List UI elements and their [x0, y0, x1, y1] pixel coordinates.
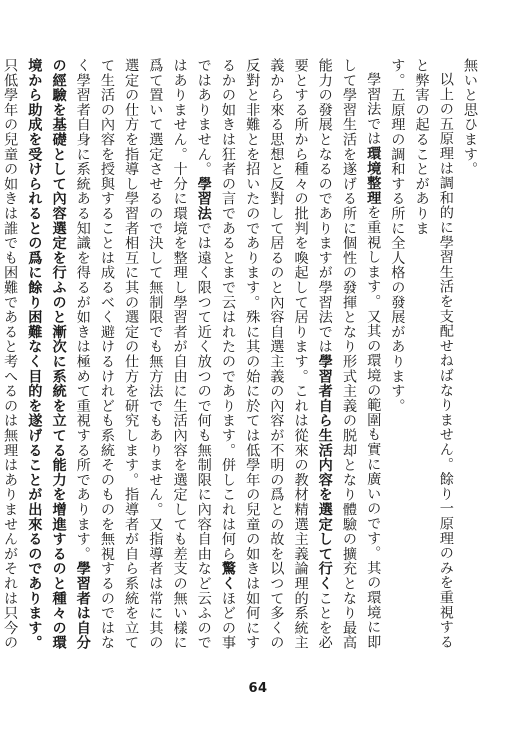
- page-number: 64: [248, 681, 268, 696]
- paragraph: [0, 58, 385, 663]
- emphasized-text: 學習者自ら生活内容を選定して行く: [316, 354, 333, 591]
- emphasized-text: 學習者は自分の經驗を基礎として內容選定を行ふのと漸次に系統を立てる能力を增進するのと種々の環境から助成を受けられるとの爲に餘り困難なく目的を遂げることが出來るのであります。: [26, 58, 91, 651]
- text-run: ほどの事ではありません。: [195, 58, 236, 651]
- paragraph: [385, 58, 409, 663]
- text-run: では遠く限つて近く放つので何も無制限に內容自由など云ふのではありません。十分に環境を整理し學習者が自由に生活內容を選定しても差支の無い樣に爲て置いて選定させるので決して無制限でも無方法でもありません。又指導者は常に其の選定の仕方を指導し學習者相互に其の選定の仕方を研究します。指導者が自ら系統を立てて生活の內容を授與することは成るべく避けるけれども系統そのものを無視するのではなく學習者自身に系統ある知識を得るが如きは極めて重視する所であります。: [74, 58, 212, 651]
- paragraph: [458, 58, 482, 663]
- emphasized-text: 環境整理: [365, 146, 382, 206]
- text-run: す。五原理の調和する所に全人格の發展があります。: [389, 58, 406, 414]
- emphasized-text: 學習法: [195, 176, 212, 221]
- text-run: 學習法では: [365, 72, 382, 147]
- emphasized-text: 驚く: [219, 561, 236, 591]
- vertical-body-text: [2, 58, 482, 663]
- text-run: ことを必要とする所から種々の批判を喚起して居ります。これは從來の教材精選主義論理的系統主義から來る思想と反對して居るのと內容自選主義の內容が不明の爲との故を以つて多くの反對と非難とを招いたのであります。殊に其の始に於ては低學年の兒童の如きは如何にするかの如きは狂者の言であるとまで云はれたのであります。併しこれは何ら: [219, 58, 333, 651]
- paragraph: [409, 58, 457, 663]
- text-run: を重視します。又其の環境の範圍も實に廣いのです。其の環境に即して學習生活を遂げる所に個性の發揮となり形式主義の脱却となり體驗の擴充となり最高能力の發展となるのでありますが學習法では: [316, 58, 382, 650]
- text-run: 無いと思ひます。: [462, 58, 478, 177]
- text-run: 以上の五原理は調和的に學習生活を支配せねばなりません。餘り一原理のみを重視すると弊害の起ることがありま: [413, 58, 454, 650]
- text-run: 只低學年の兒童の如きは誰でも困難であると考へるのは無理はありませんがそれは只今の: [2, 58, 19, 650]
